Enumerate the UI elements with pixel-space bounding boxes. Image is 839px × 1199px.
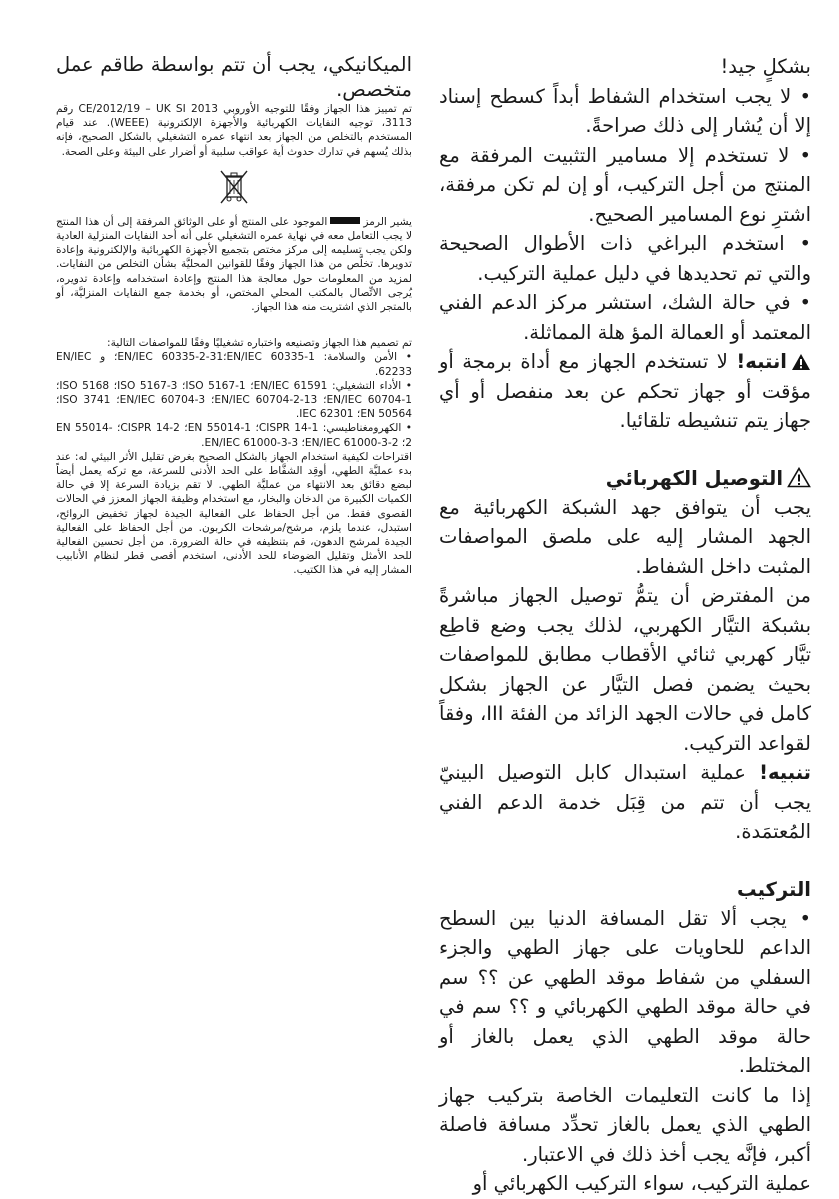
symbol-intro: يشير الرمز: [363, 215, 412, 228]
specs-safety: • الأمن والسلامة: EN/IEC 60335-1؛EN/IEC 60335-2-31؛ و EN/IEC 62233.: [56, 351, 412, 378]
weee-directive: تم تمييز هذا الجهاز وفقًا للتوجيه الأوروبي CE/2012/19 – UK SI 2013 رقم 3113، توجيه النفايات الكهربائية والأجهزة الإلكترونية (WEEE). عند قيام المستخدم بالتخلص من الجهاز بعد انتهاء عمره التشغيلي بالشكل الصحيح، فإنه بذلك يُسهم في تدارك حدوث أية عواقب سلبية أو أضرار على البيئة وعلى الصحة.: [56, 103, 412, 158]
warning-text: لا تستخدم الجهاز مع أداة برمجة أو مؤقت أو جهاز تحكم عن بعد منفصل أو أي جهاز يتم تنشيطه تلقائيا.: [439, 350, 811, 432]
warning-label: انتبه!: [736, 350, 787, 373]
left-column: [56, 52, 412, 578]
electrical-warning-icon: [787, 467, 811, 488]
weee-symbol-explanation: [56, 215, 412, 314]
installation-gas-note: إذا ما كانت التعليمات الخاصة بتركيب جهاز الطهي الذي يعمل بالغاز تحدِّد مسافة فاصلة أكبر، فإنَّه يجب أخذ ذلك في الاعتبار.: [439, 1083, 811, 1166]
eco-tips: اقتراحات لكيفية استخدام الجهاز بالشكل الصحيح بغرض تقليل الأثر البيئي له: عند بدء عمليَّة الطهي، أوقِد الشفَّاط على الحد الأدنى للسرعة، مع تركه يعمل أيضاً لبضع دقائق بعد الانتهاء من عمليَّة الطهي. لا تقم بزيادة السرعة إلا في حالة الكميات الكبيرة من الدخان والبخار، مع استخدام وظيفة الجهاز المعزز في الحالات القصوى فقط. من أجل الحفاظ على الفعالية الجيدة لجهاز تخفيض الروائح، استبدل، عندما يلزم، مرشح/مرشحات الكربون. من أجل الحفاظ على الفعالية الجيدة لمرشح الدهون، قم بتنظيفه في حالة الضرورة. من أجل تحسين الفعالية للحد الأمثل وتقليل الضوضاء للحد الأدنى، استخدم أقصى قطر لنظام الأنابيب المشار إليه في هذا الكتيب.: [56, 450, 412, 577]
intro-line: بشكلٍ جيد!: [720, 55, 811, 78]
weee-symbol: [56, 169, 412, 209]
warning-triangle-icon: [791, 353, 811, 371]
caution-text: عملية استبدال كابل التوصيل البينيّ يجب أن تتم من قِبَل خدمة الدعم الفني المُعتمَدة.: [439, 761, 811, 843]
installation-distance: • يجب ألا تقل المسافة الدنيا بين السطح الداعم للحاويات على جهاز الطهي والجزء السفلي من شفاط موقد الطهي عن ؟؟ سم في حالة موقد الطهي الكهربائي و ؟؟ سم في حالة موقد الطهي الذي يعمل بالغاز أو المختلط.: [439, 906, 811, 1077]
specs-emc: • الكهرومغناطيسي: CISPR 14-1؛ EN 55014-1؛ CISPR 14-2؛ EN 55014-2؛ EN/IEC 61000-3-2؛ EN/IEC 61000-3-3.: [56, 422, 412, 449]
installation-continuation: عملية التركيب، سواء التركيب الكهربائي أو: [472, 1172, 811, 1195]
installation-heading: التركيب: [736, 877, 811, 901]
electrical-cable-note: [439, 758, 811, 847]
warning-support-surface: • لا يجب استخدام الشفاط أبداً كسطح إسناد إلا أن يُشار إلى ذلك صراحةً.: [439, 84, 811, 137]
right-column: [439, 52, 811, 1199]
specs-performance: • الأداء التشغيلي: EN/IEC 61591؛ ISO 5167-1؛ ISO 5167-3؛ ISO 5168؛ EN/IEC 60704-1؛ EN/IEC 60704-2-13؛ EN/IEC 60704-3؛ ISO 3741؛ EN 50564؛ IEC 62301.: [56, 379, 413, 421]
electrical-heading: [439, 464, 811, 493]
electrical-connection: من المفترض أن يتمُّ توصيل الجهاز مباشرةً بشبكة التيَّار الكهربي، لذلك يجب وضع قاطِع تيَّار كهربي ثنائي الأقطاب مطابق للمواصفات بحيث يضمن فصل التيَّار عن الجهاز بشكل كامل في حالات الجهد الزائد من الفئة III، وفقاً لقواعد التركيب.: [439, 584, 811, 755]
warning-consult-support: • في حالة الشك، استشر مركز الدعم الفني المعتمد أو العمالة المؤ هلة المماثلة.: [439, 291, 811, 344]
specs-intro: تم تصميم هذا الجهاز وتصنيعه واختباره تشغيليًا وفقًا للمواصفات التالية:: [107, 337, 412, 350]
warning-timer: [439, 347, 811, 436]
caution-label: تنبيه!: [759, 761, 811, 784]
crossed-bin-icon: [219, 169, 249, 205]
electrical-voltage: يجب أن يتوافق جهد الشبكة الكهربائية مع الجهد المشار إليه على ملصق المواصفات المثبت داخل الشفاط.: [439, 495, 811, 578]
warning-screw-length: • استخدم البراغي ذات الأطوال الصحيحة والتي تم تحديدها في دليل عملية التركيب.: [439, 232, 811, 285]
black-bar-symbol: [330, 217, 360, 224]
symbol-details: الموجود على المنتج أو على الوثائق المرفقة إلى أن هذا المنتج لا يجب التعامل معه في نهاية عمره التشغيلي على أنه أحد النفايات المنزلية العادية ولكن يجب تسليمه إلى مركز مختص بتجميع الأجهزة الكهربائية والإلكترونية وإعادة تدويرها. تخلَّص من هذا الجهاز وفقًا للقوانين المحليَّة بشأن التخلص من النفايات. لمزيد من المعلومات حول معالجة هذا المنتج وإعادة استخدامه وإعادة تدويره، يُرجى الاتِّصال بالمكتب المحلي المختص، أو بخدمة جمع النفايات المنزليَّة، أو بالمتجر الذي اشتريت منه هذا الجهاز.: [56, 215, 412, 314]
warning-fixing-screws: • لا تستخدم إلا مسامير التثبيت المرفقة مع المنتج من أجل التركيب، أو إن لم تكن مرفقة، اشترِ نوع المسامير الصحيح.: [439, 143, 811, 226]
electrical-heading-text: التوصيل الكهربائي: [605, 466, 783, 490]
lead-paragraph: الميكانيكي، يجب أن تتم بواسطة طاقم عمل متخصص.: [56, 53, 412, 101]
